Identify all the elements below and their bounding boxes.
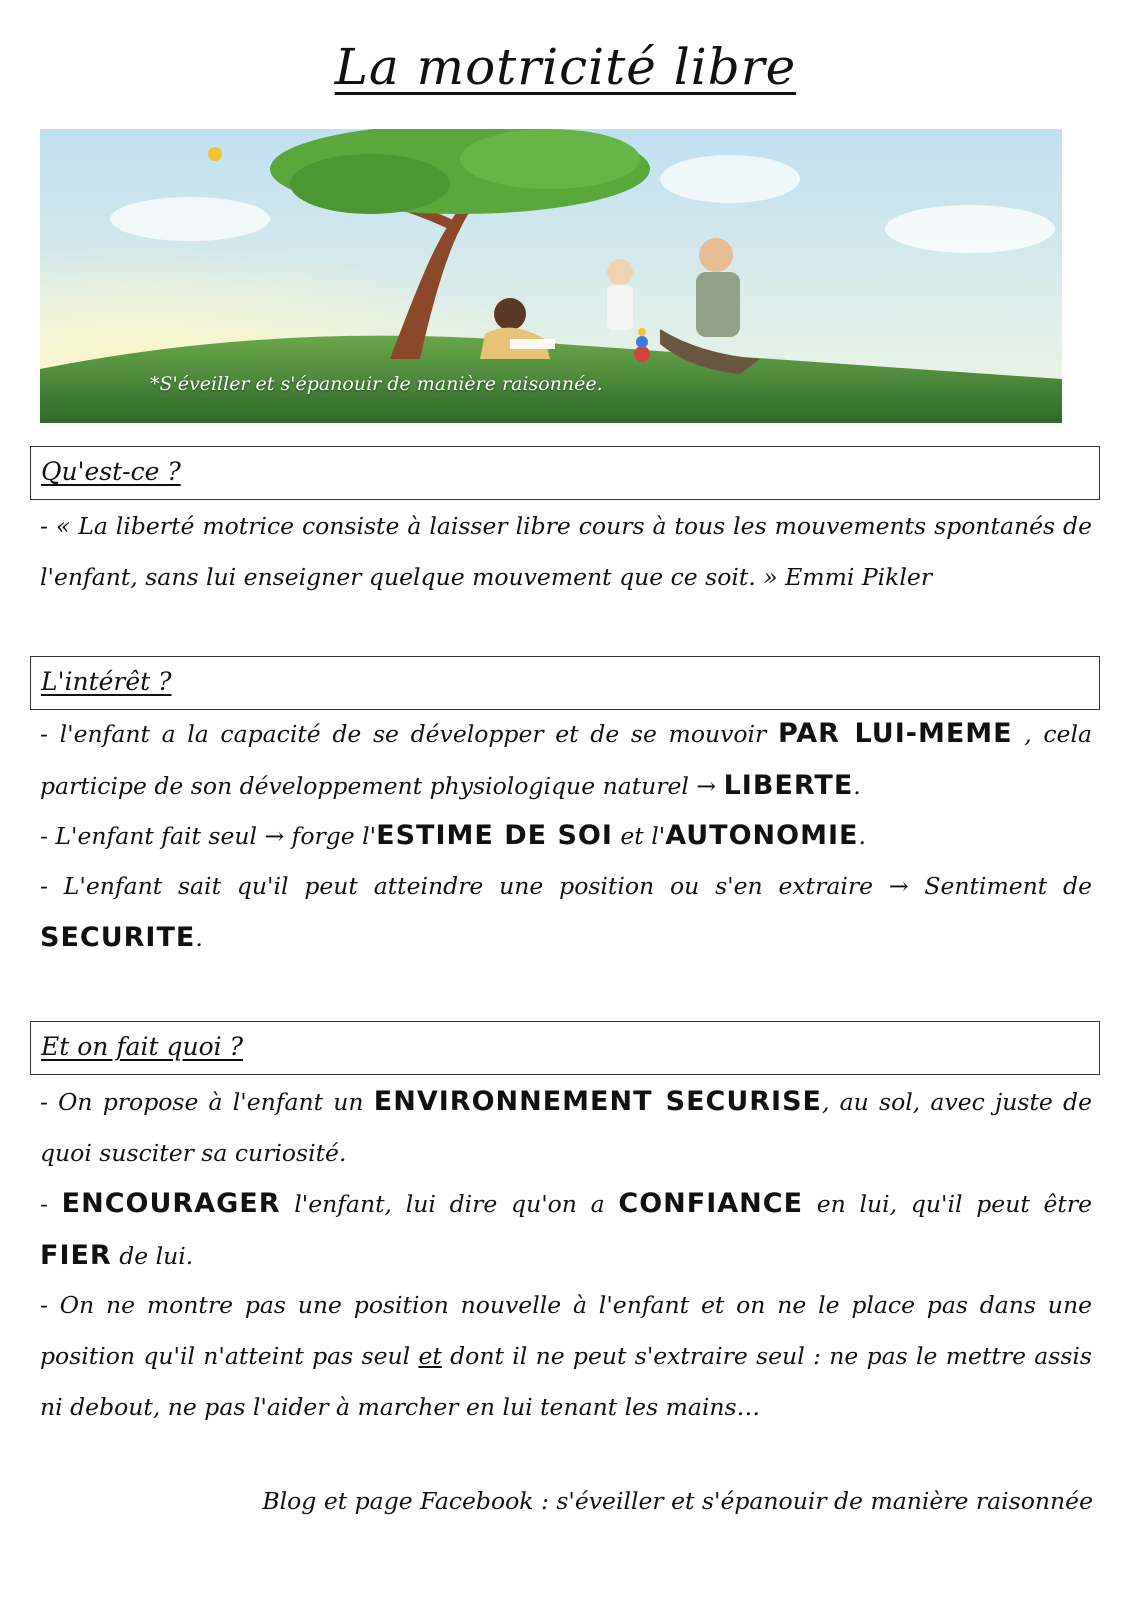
emphasis: FIER xyxy=(40,1240,112,1271)
cloud xyxy=(110,197,270,241)
emphasis: LIBERTE xyxy=(723,770,854,801)
paragraph-text: l'enfant, lui dire qu'on a xyxy=(280,1190,619,1218)
emphasis: PAR LUI-MEME xyxy=(777,718,1013,749)
section-header-on-fait-quoi xyxy=(30,1021,1100,1075)
section-title: L'intérêt ? xyxy=(41,667,172,696)
interest-paragraph-1 xyxy=(40,708,1092,812)
child-body xyxy=(607,285,633,330)
cloud xyxy=(660,155,800,203)
action-paragraph-1 xyxy=(40,1076,1092,1179)
section-title: Qu'est-ce ? xyxy=(41,457,181,486)
paragraph-text: . xyxy=(195,924,203,952)
father-body xyxy=(696,272,740,337)
section-header-interet xyxy=(30,656,1100,710)
emphasis: CONFIANCE xyxy=(618,1188,804,1219)
paragraph-text: , au sol, avec juste de quoi susciter sa curiosité. xyxy=(40,1088,1092,1167)
page-title: La motricité libre xyxy=(334,38,797,96)
paragraph-text: et l' xyxy=(612,822,666,850)
emphasis: ESTIME DE SOI xyxy=(376,820,613,851)
paragraph-text: - On ne montre pas une position nouvelle à l'enfant et on ne le place pas dans une position qu'il n'atteint pas seul xyxy=(40,1291,1092,1370)
father-head xyxy=(699,238,733,272)
paragraph-text: dont il ne peut s'extraire seul : ne pas le mettre assis ni debout, ne pas l'aider à marcher en lui tenant les mains… xyxy=(40,1342,1092,1421)
footer-credit: Blog et page Facebook : s'éveiller et s'épanouir de manière raisonnée xyxy=(262,1487,1093,1515)
action-paragraph-2 xyxy=(40,1178,1092,1282)
paragraph-text: - L'enfant fait seul → forge l' xyxy=(40,822,377,850)
interest-paragraph-2 xyxy=(40,810,1092,862)
paragraph-text: , cela participe de son développement physiologique naturel → xyxy=(40,720,1092,800)
cloud xyxy=(885,205,1055,253)
banner-illustration xyxy=(40,129,1062,423)
paragraph-text: de lui. xyxy=(111,1242,194,1270)
bee xyxy=(208,147,222,161)
action-paragraph-3 xyxy=(40,1280,1092,1433)
paragraph-text: - « La liberté motrice consiste à laisser libre cours à tous les mouvements spontanés de l'enfant, sans lui enseigner quelque mouvement que ce soit. » Emmi Pikler xyxy=(40,512,1092,591)
paragraph-text: - On propose à l'enfant un xyxy=(40,1088,374,1116)
book xyxy=(510,339,555,349)
paragraph-text: . xyxy=(858,822,866,850)
stacking-toy xyxy=(634,346,650,362)
paragraph-text: en lui, qu'il peut être xyxy=(803,1190,1092,1218)
banner-caption: *S'éveiller et s'épanouir de manière raisonnée. xyxy=(150,373,603,395)
paragraph-text: - xyxy=(40,1190,62,1218)
underlined-word: et xyxy=(418,1342,442,1370)
paragraph-text: - L'enfant sait qu'il peut atteindre une position ou s'en extraire → Sentiment de xyxy=(40,872,1092,900)
child-head xyxy=(607,259,633,285)
section-header-quest-ce xyxy=(30,446,1100,500)
paragraph-text: - l'enfant a la capacité de se développer et de se mouvoir xyxy=(40,720,778,748)
paragraph-text: . xyxy=(853,772,861,800)
section-title: Et on fait quoi ? xyxy=(41,1032,243,1061)
emphasis: AUTONOMIE xyxy=(665,820,859,851)
emphasis: ENCOURAGER xyxy=(61,1188,281,1219)
definition-paragraph xyxy=(40,501,1092,603)
interest-paragraph-3 xyxy=(40,861,1092,964)
mother-head xyxy=(494,298,526,330)
emphasis: SECURITE xyxy=(40,922,196,953)
emphasis: ENVIRONNEMENT SECURISE xyxy=(373,1086,822,1117)
